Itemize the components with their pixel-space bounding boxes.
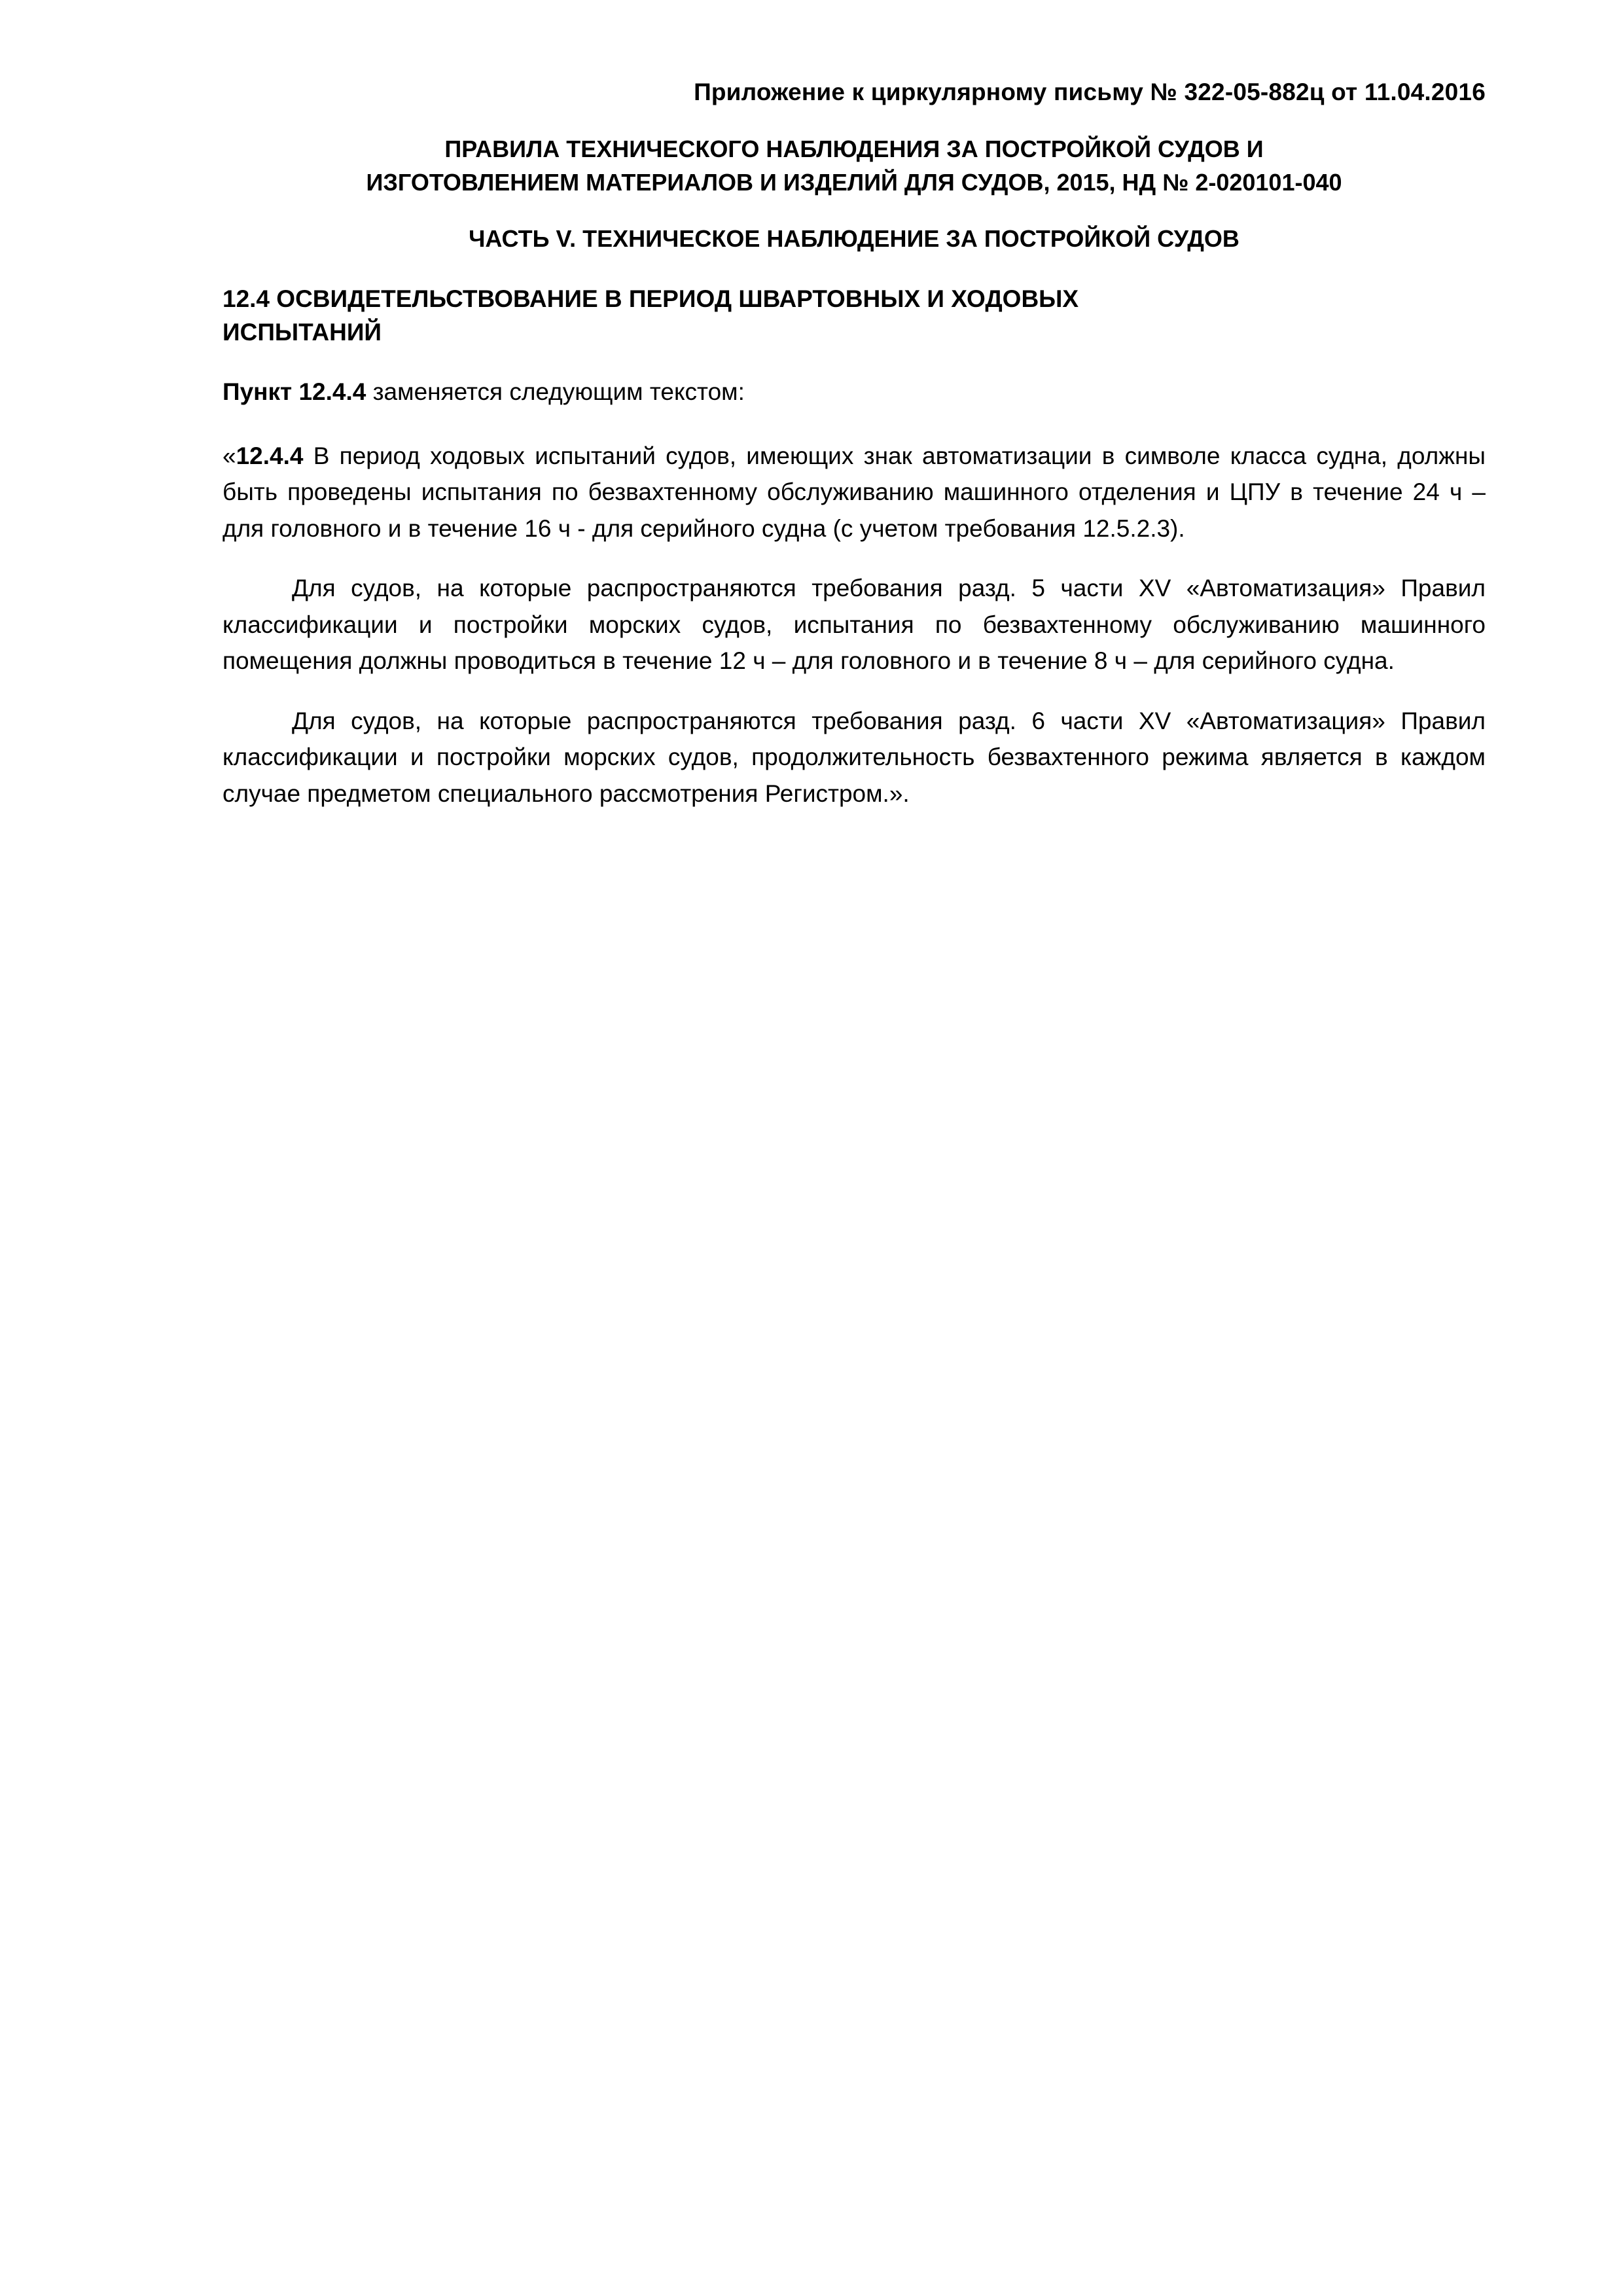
section-title-line-1: 12.4 ОСВИДЕТЕЛЬСТВОВАНИЕ В ПЕРИОД ШВАРТОВНЫХ И ХОДОВЫХ (223, 285, 1079, 312)
section-title (223, 282, 1486, 349)
part-title: ЧАСТЬ V. ТЕХНИЧЕСКОЕ НАБЛЮДЕНИЕ ЗА ПОСТРОЙКОЙ СУДОВ (469, 225, 1240, 253)
clause-paragraph-12-4-4 (223, 438, 1486, 547)
amendment-lead-in (223, 375, 1486, 409)
document-title-line-2: ИЗГОТОВЛЕНИЕМ МАТЕРИАЛОВ И ИЗДЕЛИЙ ДЛЯ СУДОВ, 2015, НД № 2-020101-040 (366, 169, 1342, 196)
document-title (223, 132, 1486, 199)
clause-number: 12.4.4 (236, 442, 304, 469)
amendment-clause-label: Пункт 12.4.4 (223, 378, 366, 405)
amendment-lead-in-rest: заменяется следующим текстом: (366, 378, 745, 405)
section-title-line-2: ИСПЫТАНИЙ (223, 318, 382, 346)
document-body (223, 77, 1486, 812)
open-quote-mark: « (223, 442, 236, 469)
clause-paragraph-section-5: Для судов, на которые распространяются требования разд. 5 части XV «Автоматизация» Правил классификации и постройки морских судов, испытания по безвахтенному обслуживанию машинного помещения должны проводиться в течение 12 ч – для головного и в течение 8 ч – для серийного судна. (223, 575, 1486, 675)
clause-text: В период ходовых испытаний судов, имеющих знак автоматизации в символе класса судна, должны быть проведены испытания по безвахтенному обслуживанию машинного отделения и ЦПУ в течение 24 ч – для головного и в течение 16 ч - для серийного судна (с учетом требования 12.5.2.3). (223, 442, 1486, 542)
document-title-line-1: ПРАВИЛА ТЕХНИЧЕСКОГО НАБЛЮДЕНИЯ ЗА ПОСТРОЙКОЙ СУДОВ И (444, 135, 1264, 163)
clause-paragraph-section-6: Для судов, на которые распространяются требования разд. 6 части XV «Автоматизация» Правил классификации и постройки морских судов, продолжительность безвахтенного режима является в каждом случае предметом специального рассмотрения Регистром.». (223, 707, 1486, 807)
circular-letter-reference: Приложение к циркулярному письму № 322-05-882ц от 11.04.2016 (694, 79, 1486, 105)
